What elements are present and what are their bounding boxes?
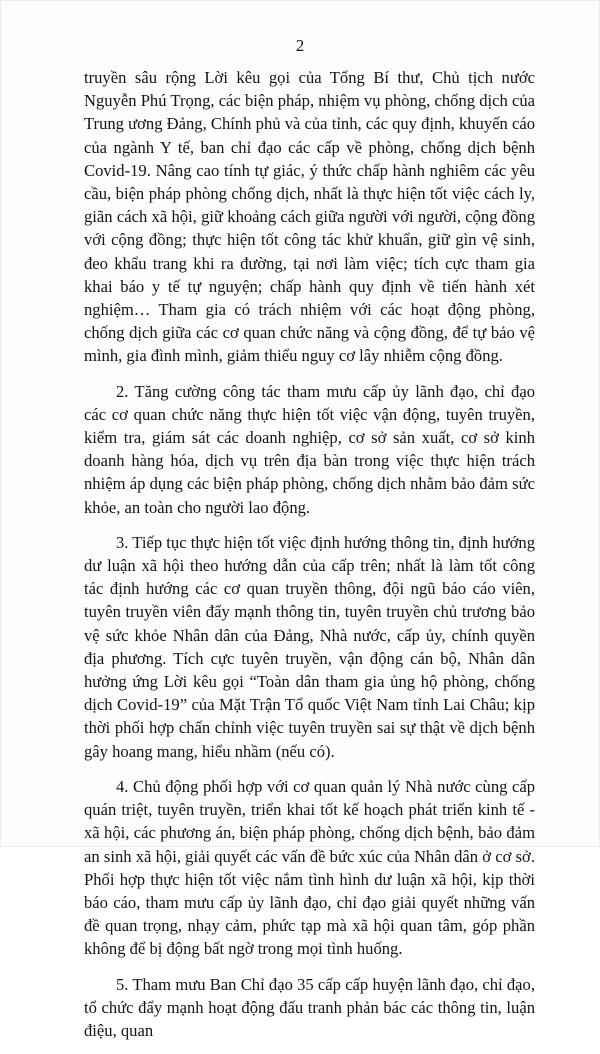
paragraph-continuation: truyền sâu rộng Lời kêu gọi của Tổng Bí thư, Chủ tịch nước Nguyễn Phú Trọng, các biện pháp, nhiệm vụ phòng, chống dịch của Trung ương Đảng, Chính phủ và của tỉnh, các quy định, khuyến cáo của ngành Y tế, ban chỉ đạo các cấp về phòng, chống dịch bệnh Covid-19. Nâng cao tính tự giác, ý thức chấp hành nghiêm các yêu cầu, biện pháp phòng chống dịch, nhất là thực hiện tốt việc cách ly, giãn cách xã hội, giữ khoảng cách giữa người với người, cộng đồng với cộng đồng; thực hiện tốt công tác khử khuẩn, giữ gìn vệ sinh, đeo khẩu trang khi ra đường, tại nơi làm việc; tích cực tham gia khai báo y tế tự nguyện; chấp hành quy định về tiến hành xét nghiệm… Tham gia có trách nhiệm với các hoạt động phòng, chống dịch giữa các cơ quan chức năng và cộng đồng, để tự bảo vệ mình, gia đình mình, giảm thiểu nguy cơ lây nhiễm cộng đồng.	[84, 68, 535, 366]
document-body	[84, 66, 535, 1054]
paragraph-item-4: 4. Chủ động phối hợp với cơ quan quản lý Nhà nước cùng cấp quán triệt, tuyên truyền, triển khai tốt kế hoạch phát triển kinh tế - xã hội, các phương án, biện pháp phòng, chống dịch bệnh, bảo đảm an sinh xã hội, giải quyết các vấn đề bức xúc của Nhân dân ở cơ sở. Phối hợp thực hiện tốt việc nắm tình hình dư luận xã hội, kịp thời báo cáo, tham mưu cấp ủy lãnh đạo, chỉ đạo giải quyết những vấn đề quan trọng, nhạy cảm, phức tạp mà xã hội quan tâm, góp phần không để bị động bất ngờ trong mọi tình huống.	[84, 776, 535, 959]
paragraph-item-5: 5. Tham mưu Ban Chỉ đạo 35 cấp cấp huyện lãnh đạo, chỉ đạo, tổ chức đẩy mạnh hoạt động đấu tranh phản bác các thông tin, luận điệu, quan	[84, 974, 535, 1040]
paragraph-item-2: 2. Tăng cường công tác tham mưu cấp ủy lãnh đạo, chỉ đạo các cơ quan chức năng thực hiện tốt việc vận động, tuyên truyền, kiểm tra, giám sát các doanh nghiệp, cơ sở sản xuất, cơ sở kinh doanh hàng hóa, dịch vụ trên địa bàn trong việc thực hiện trách nhiệm áp dụng các biện pháp phòng, chống dịch nhằm bảo đảm sức khỏe, an toàn cho người lao động.	[84, 381, 535, 517]
page-number: 2	[295, 36, 305, 55]
paragraph-item-3: 3. Tiếp tục thực hiện tốt việc định hướng thông tin, định hướng dư luận xã hội theo hướng dẫn của cấp trên; nhất là làm tốt công tác định hướng các cơ quan truyền thông, đội ngũ báo cáo viên, tuyên truyền viên đẩy mạnh thông tin, tuyên truyền chủ trương bảo vệ sức khỏe Nhân dân của Đảng, Nhà nước, cấp ủy, chính quyền địa phương. Tích cực tuyên truyền, vận động cán bộ, Nhân dân hưởng ứng Lời kêu gọi “Toàn dân tham gia ủng hộ phòng, chống dịch Covid-19” của Mặt Trận Tổ quốc Việt Nam tỉnh Lai Châu; kịp thời phối hợp chấn chỉnh việc tuyên truyền sai sự thật về dịch bệnh gây hoang mang, hiểu nhầm (nếu có).	[84, 532, 535, 761]
